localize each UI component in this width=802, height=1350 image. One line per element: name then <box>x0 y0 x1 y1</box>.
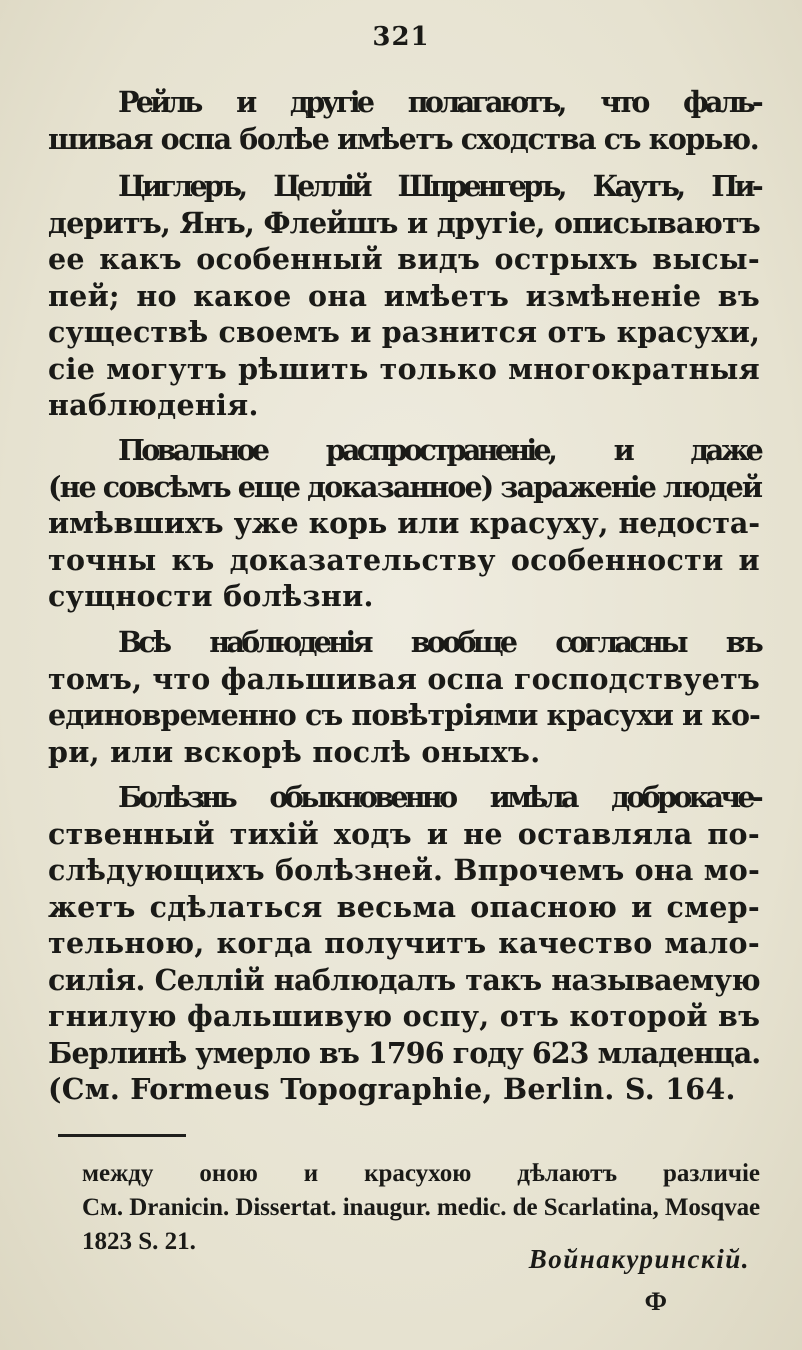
footnote-line: 1823 S. 21. <box>82 1228 196 1255</box>
paragraph-line: имѣвшихъ уже корь или красуху, недоста- <box>48 506 760 540</box>
footnote-divider <box>58 1134 186 1137</box>
catchword: Ф <box>644 1287 667 1316</box>
paragraph-4 <box>48 624 760 770</box>
paragraph-line: пей; но какое она имѣетъ измѣненіе въ <box>48 278 760 313</box>
paragraph-3 <box>48 432 760 615</box>
paragraph-line: жетъ сдѣлаться весьма опасною и смер- <box>48 889 760 924</box>
paragraph-line: Циглеръ, Целлій Шпренгеръ, Каутъ, Пи- <box>118 169 760 203</box>
paragraph-line: Берлинѣ умерло въ 1796 году 623 младенца. <box>48 1035 761 1070</box>
paragraph-line: слѣдующихъ болѣзней. Впрочемъ она мо- <box>48 853 760 887</box>
paragraph-2 <box>48 168 760 424</box>
paragraph-line: шивая оспа болѣе имѣетъ сходства съ корью. <box>48 121 759 156</box>
paragraph-5 <box>48 779 760 1108</box>
paragraph-line: точны къ доказательству особенности и <box>48 542 760 577</box>
footnote-line: между оною и красухою дѣлаютъ различіе <box>82 1160 760 1187</box>
paragraph-line: томъ, что фальшивая оспа господствуетъ <box>48 661 760 696</box>
paragraph-line: деритъ, Янъ, Флейшъ и другіе, описываютъ <box>48 205 760 240</box>
paragraph-line: силія. Селлій наблюдалъ такъ называемую <box>48 962 760 997</box>
paragraph-line: гнилую фальшивую оспу, отъ которой въ <box>48 999 761 1033</box>
paragraph-line: Повальное распространеніе, и даже <box>118 433 760 467</box>
paragraph-line: единовременно съ повѣтріями красухи и ко- <box>48 698 760 732</box>
paragraph-line: Рейль и другіе полагаютъ, что фаль- <box>118 85 760 119</box>
paragraph-line: Болѣзнь обыкновенно имѣла доброкаче- <box>118 780 760 814</box>
paragraph-line: ственный тихій ходъ и не оставляла по- <box>48 816 760 851</box>
paragraph-line: ри, или вскорѣ послѣ оныхъ. <box>48 734 541 769</box>
signature: Войнакуринскій. <box>528 1244 750 1274</box>
footnote-line: См. Dranicin. Dissertat. inaugur. medic. de Scarlatina, Mosqvae <box>82 1194 760 1221</box>
paragraph-line: (не совсѣмъ еще доказанное) зараженіе людей <box>48 469 762 504</box>
paragraph-line: ее какъ особенный видъ острыхъ высы- <box>48 242 760 276</box>
paragraph-1 <box>48 84 760 157</box>
paragraph-line: сіе могутъ рѣшить только многократныя <box>48 351 760 386</box>
paragraph-line: (См. Formeus Topographie, Berlin. S. 164. <box>48 1072 736 1106</box>
paragraph-line: существѣ своемъ и разнится отъ красухи, <box>48 315 760 349</box>
paragraph-line: Всѣ наблюденія вообще согласны въ <box>118 625 760 659</box>
paragraph-line: сущности болѣзни. <box>48 579 374 613</box>
paragraph-line: наблюденія. <box>48 388 259 422</box>
page-number: 321 <box>372 22 430 52</box>
paragraph-line: тельною, когда получитъ качество мало- <box>48 926 760 960</box>
